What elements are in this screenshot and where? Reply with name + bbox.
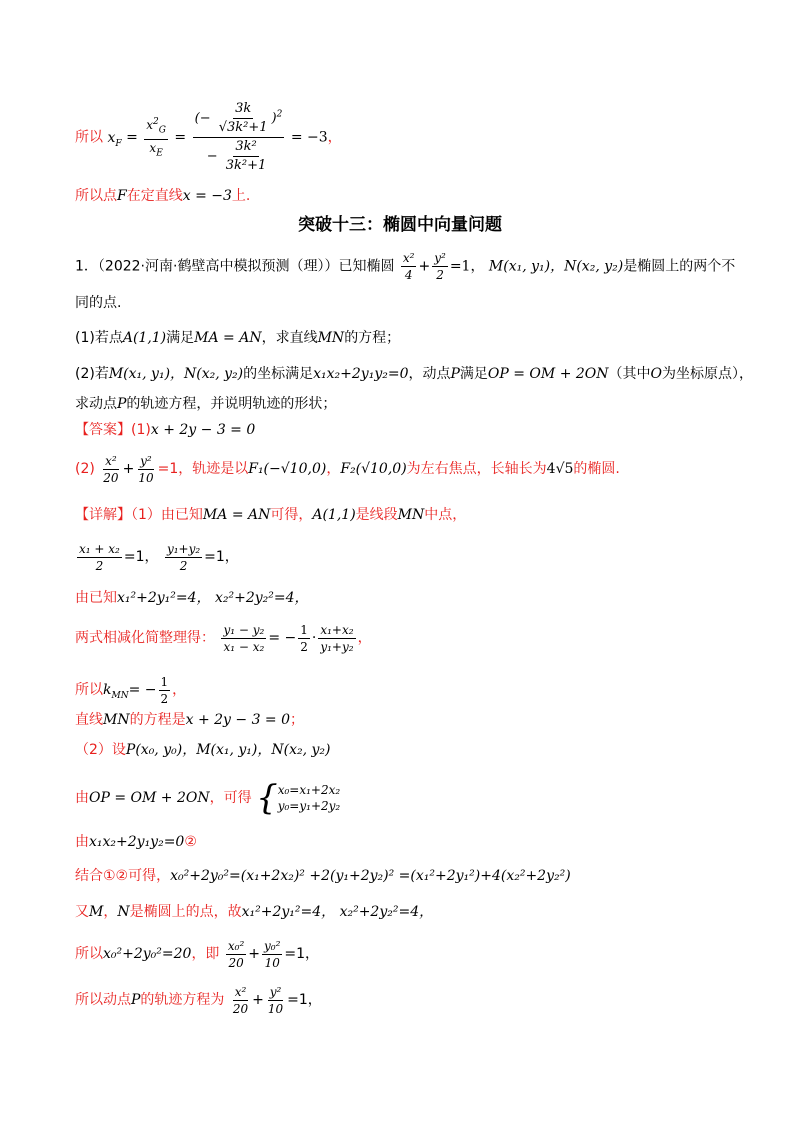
slope-kmn: 所以$k_{MN}=$ − $\frac{1}{2}$ ， — [75, 674, 187, 706]
on-ellipse: 又M，N是椭圆上的点，故x₁²+2y₁²=4， x₂²+2y₂²=4， — [75, 904, 434, 920]
line-mn-equation: 直线MN的方程是x + 2y − 3 = 0； — [75, 712, 305, 728]
known-eqs: 由已知x₁²+2y₁²=4， x₂²+2y₂²=4， — [75, 590, 309, 606]
ratio-fraction: $\frac{x^2_G}{x_E}$ — [144, 114, 168, 161]
problem-statement: 1．（2022·河南·鹤壁高中模拟预测（理））已知椭圆 $\frac{\text{x²}}{4}$ + $\frac{\text{y²}}{2}$ =1， M(x₁, y₁)，N(x₂, y₂)是椭圆上的两个不 — [75, 251, 736, 282]
detail-1: 【详解】（1）由已知MA = AN可得，A(1,1)是线段MN中点， — [75, 507, 467, 523]
condition-2: 由x₁x₂+2y₁y₂=0② — [75, 834, 197, 850]
vector-system: 由OP = OM + 2ON，可得 { x₀=x₁+2x₂ y₀=y₁+2y₂ — [75, 778, 341, 818]
equals: = — [126, 129, 138, 146]
part-2-setup: （2）设P(x₀, y₀)，M(x₁, y₁)，N(x₂, y₂) — [75, 742, 331, 758]
xf-formula-line: 所以 $x_F$ = $\frac{x^2_G}{x_E}$ = (− $\frac{3k}{\text{√3k²+1}}$ )$^2$ − $\frac{\text{3k²}}{\text{3k²+1}}$ = −3， — [75, 101, 342, 173]
combine-eq: 结合①②可得，x₀²+2y₀²=(x₁+2x₂)² +2(y₁+2y₂)² =(x₁²+2y₁²)+4(x₂²+2y₂²) — [75, 868, 571, 884]
final-trajectory: 所以动点P的轨迹方程为 $\frac{\text{x²}}{20}$ + $\frac{\text{y²}}{10}$ =1， — [75, 984, 322, 1016]
subtract-eqs: 两式相减化简整理得： $\frac{\text{y₁ − y₂}}{\text{x₁ − x₂}}$ = − $\frac{1}{2}$ · $\frac{\text{x₁+x₂}}{\text{y₁+y₂}}$ ， — [75, 622, 372, 654]
fixed-line-statement: 所以点F在定直线x = −3上. — [75, 188, 251, 204]
answer-1: 【答案】(1)x + 2y − 3 = 0 — [75, 422, 256, 438]
math: $x_F$ — [107, 129, 122, 149]
midpoint-eqs: $\frac{\text{x₁ + x₂}}{2}$ =1， $\frac{\text{y₁+y₂}}{2}$ =1， — [79, 541, 239, 573]
text: 所以 — [75, 129, 103, 146]
answer-2: (2) $\frac{\text{x²}}{20}$ + $\frac{\text{y²}}{10}$ =1，轨迹是以F₁(−√10,0)，F₂(√10,0)为左右焦点，长轴长为4√5的椭圆. — [75, 453, 620, 485]
sum-eq: 所以x₀²+2y₀²=20，即 $\frac{\text{x₀²}}{20}$ + $\frac{\text{y₀²}}{10}$ =1， — [75, 938, 320, 970]
question-2-line2: 求动点P的轨迹方程，并说明轨迹的形状； — [75, 396, 337, 412]
section-title: 突破十三：椭圆中向量问题 — [298, 215, 502, 235]
question-1: (1)若点A(1,1)满足MA = AN，求直线MN的方程； — [75, 330, 401, 346]
ellipse-y-term: $\frac{\text{y²}}{2}$ — [434, 251, 446, 282]
question-2: (2)若M(x₁, y₁)，N(x₂, y₂)的坐标满足x₁x₂+2y₁y₂=0，动点P满足OP = OM + 2ON（其中O为坐标原点）， — [75, 366, 753, 382]
ellipse-x-term: $\frac{\text{x²}}{4}$ — [402, 251, 415, 282]
problem-line2: 同的点. — [75, 295, 122, 311]
result: = −3 — [290, 129, 328, 146]
big-fraction: (− $\frac{3k}{\text{√3k²+1}}$ )$^2$ − $\frac{\text{3k²}}{\text{3k²+1}}$ — [194, 101, 283, 173]
